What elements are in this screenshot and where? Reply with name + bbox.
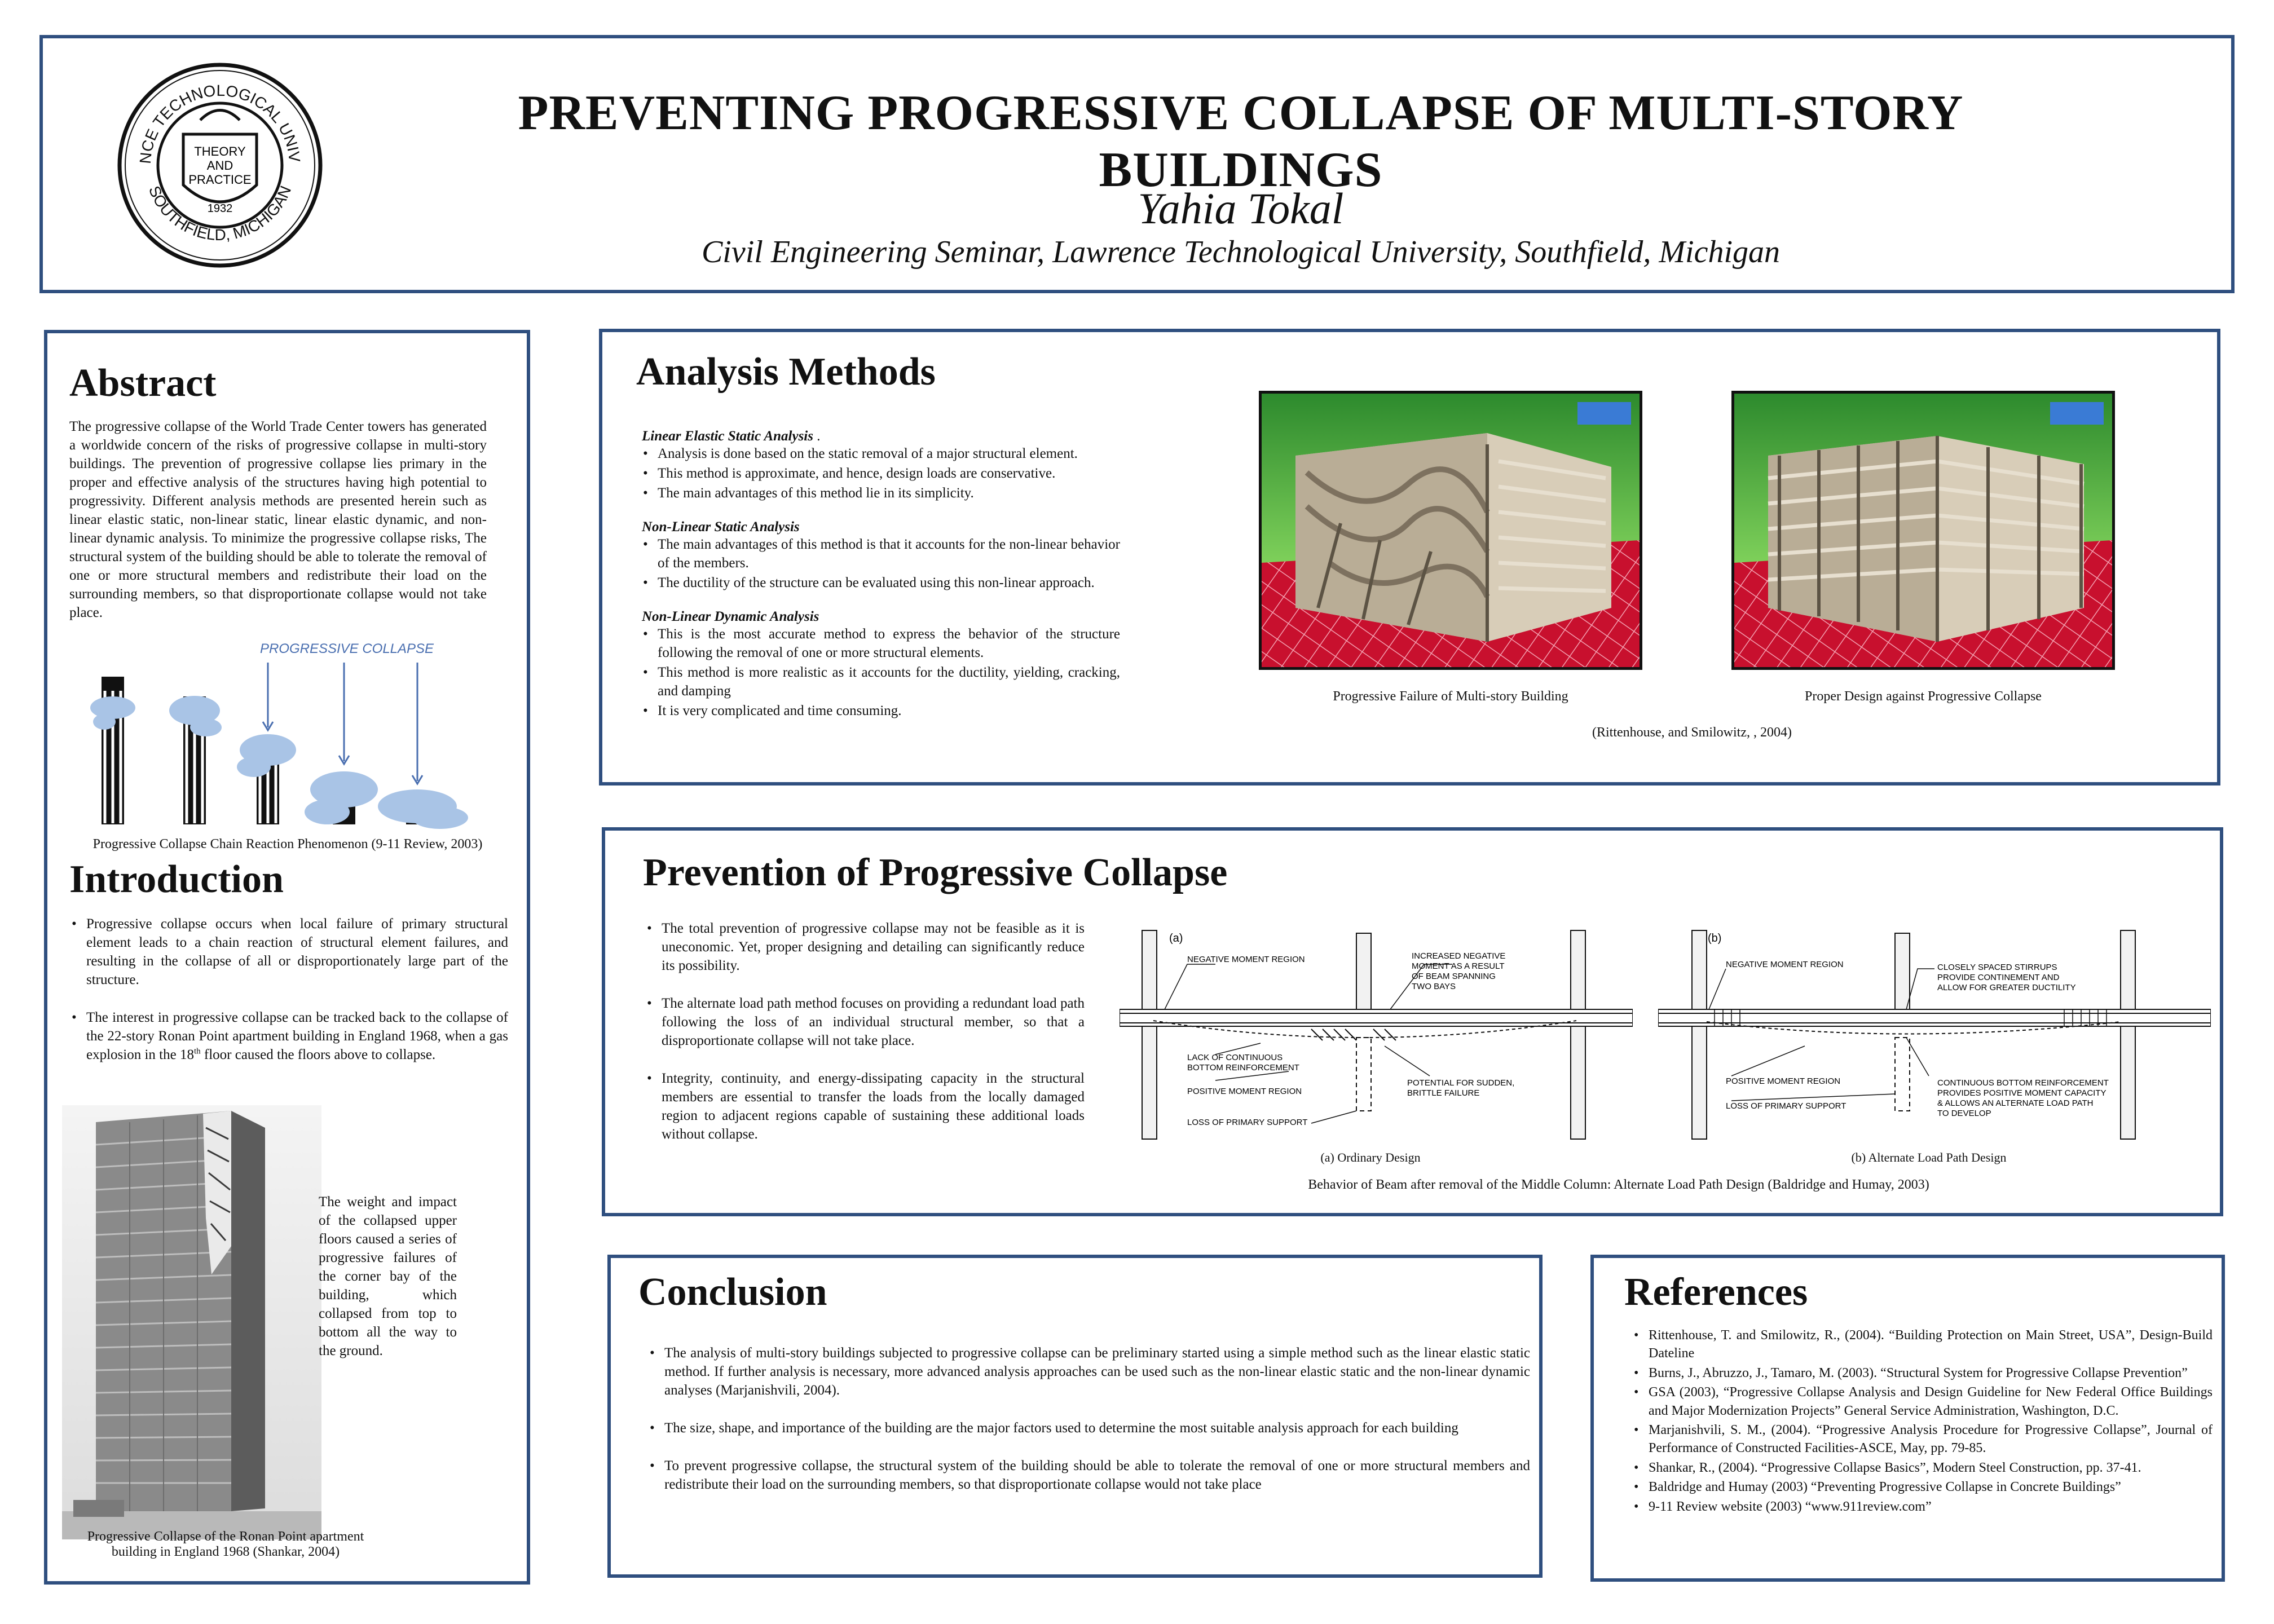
conclusion-item: • To prevent progressive collapse, the structural system of the building should be able to tolerate the removal of one or more structural members and redistribute their load on the surrounding members, so that disproportionate collapse would not take place [664,1457,1530,1494]
images-source: (Rittenhouse, and Smilowitz, , 2004) [1592,725,1792,740]
diagram-b-stir-3: ALLOW FOR GREATER DUCTILITY [1937,983,2076,992]
seal-ring-bottom: SOUTHFIELD, MICHIGAN [145,183,295,244]
introduction-item [86,1008,508,1064]
diagram-a-inc-1: INCREASED NEGATIVE [1412,951,1506,961]
abstract-figure-caption: Progressive Collapse Chain Reaction Phenomenon (9-11 Review, 2003) [92,837,483,851]
diagram-b-caption: (b) Alternate Load Path Design [1851,1150,2007,1164]
diagram-a-neg: NEGATIVE MOMENT REGION [1187,955,1305,964]
diagram-b-cont-3: & ALLOWS AN ALTERNATE LOAD PATH [1937,1098,2094,1108]
proper-design-image [1731,391,2115,670]
diagram-b-neg: NEGATIVE MOMENT REGION [1726,960,1844,969]
seal-motto-1: THEORY [194,144,246,158]
prevention-heading: Prevention of Progressive Collapse [643,851,1228,894]
diagram-b-cont-2: PROVIDES POSITIVE MOMENT CAPACITY [1937,1088,2106,1098]
analysis-item: • This method is approximate, and hence, design loads are conservative. [658,464,1120,483]
prevention-item: • The total prevention of progressive collapse may not be feasible as it is uneconomic. Yet, proper designing and detailing can significantly reduce its possibility. [662,919,1085,975]
intro-bullet-2-sup: th [193,1047,201,1056]
alternate-load-path-diagram [1658,925,2211,1150]
reference-item: • Rittenhouse, T. and Smilowitz, R., (2004). “Building Protection on Main Street, USA”, Design-Build Dateline [1649,1326,2213,1363]
diagram-a-inc-3: OF BEAM SPANNING [1412,972,1496,981]
prevention-list [646,919,1085,1163]
image-2-caption: Proper Design against Progressive Collapse [1805,689,2042,704]
diagram-a-inc-2: MOMENT AS A RESULT [1412,961,1505,971]
conclusion-list [649,1344,1530,1513]
diagram-a-tag: (a) [1169,932,1183,945]
ronan-point-caption: Progressive Collapse of the Ronan Point apartment building in England 1968 (Shankar, 2004) [87,1529,364,1559]
analysis-text-block [642,429,1120,721]
seal-motto-3: PRACTICE [188,173,252,187]
references-list [1633,1326,2213,1517]
reference-item: • 9-11 Review website (2003) “www.911review.com” [1649,1498,2213,1516]
seal-motto-2: AND [206,158,233,173]
diagram-b-cont-4: TO DEVELOP [1937,1109,1991,1118]
reference-item: • Shankar, R., (2004). “Progressive Collapse Basics”, Modern Steel Construction, pp. 37-41. [1649,1459,2213,1477]
linear-static-heading [642,429,1120,444]
university-seal [116,61,324,270]
linear-static-list [642,444,1120,502]
reference-item: • Marjanishvili, S. M., (2004). “Progressive Analysis Procedure for Progressive Collapse”, Journal of Performance of Constructed Facilities-ASCE, May, pp. 79-85. [1649,1421,2213,1458]
diagram-a-loss: LOSS OF PRIMARY SUPPORT [1187,1118,1308,1127]
seal-ring-top: NCE TECHNOLOGICAL UNIV [136,81,304,165]
ronan-point-note: The weight and impact of the collapsed upper floors caused a series of progressive failures of the corner bay of the building, which collapsed from top to bottom all the way to the ground. [319,1194,457,1358]
nonlinear-static-list [642,535,1120,592]
nonlinear-dynamic-heading: Non-Linear Dynamic Analysis [642,609,819,624]
intro-bullet-2-pre: The interest in progressive collapse can be tracked back to the collapse of the 22-story Ronan Point apartment building in England 1968, when a gas explosion in the 18 [86,1010,508,1062]
author-name: Yahia Tokal [1138,184,1344,233]
introduction-item: • Progressive collapse occurs when local failure of primary structural element leads to a chain reaction of structural element failures, and resulting in the collapse of all or disproportionately large part of the structure. [86,915,508,989]
conclusion-item: • The analysis of multi-story buildings subjected to progressive collapse can be preliminary started using a simple method such as the linear elastic static method. If further analysis is necessary, more advanced analysis approaches can be used such as the non-linear elastic static and the non-linear dynamic analyses (Marjanishvili, 2004). [664,1344,1530,1400]
nonlinear-dynamic-list [642,625,1120,720]
seal-year: 1932 [207,202,233,215]
analysis-item: • It is very complicated and time consuming. [658,701,1120,720]
progressive-failure-image [1259,391,1642,670]
references-heading: References [1624,1270,1808,1314]
image-1-caption: Progressive Failure of Multi-story Building [1333,689,1568,704]
abstract-heading: Abstract [69,361,217,405]
analysis-item: • The main advantages of this method lie in its simplicity. [658,484,1120,502]
conclusion-heading: Conclusion [638,1270,827,1314]
diagram-b-stir-2: PROVIDE CONTINEMENT AND [1937,973,2060,982]
diagram-b-loss: LOSS OF PRIMARY SUPPORT [1726,1101,1846,1111]
reference-item: • Baldridge and Humay (2003) “Preventing Progressive Collapse in Concrete Buildings” [1649,1478,2213,1496]
abstract-text: The progressive collapse of the World Trade Center towers has generated a worldwide concern of the risks of progressive collapse in multi-story buildings. The prevention of progressive collapse lies primary in the proper and effective analysis of the structures having high potential to progressivity. Different analysis methods are presented herein such as linear elastic static, non-linear static, linear elastic dynamic, and non-linear dynamic analysis. To minimize the progressive collapse risks, The structural system of the building should be able to tolerate the removal of one or more structural members and redistribute their load on the surrounding members, so that disproportionate collapse would not take place. [69,419,487,620]
poster-title: PREVENTING PROGRESSIVE COLLAPSE OF MULTI-STORY BUILDINGS [518,86,1964,197]
diagram-a-lack-2: BOTTOM REINFORCEMENT [1187,1063,1299,1073]
figure-label: PROGRESSIVE COLLAPSE [259,641,434,656]
diagram-b-cont-1: CONTINUOUS BOTTOM REINFORCEMENT [1937,1078,2109,1088]
ronan-point-photo [62,1105,321,1539]
diagram-a-pot-2: BRITTLE FAILURE [1407,1088,1480,1098]
linear-static-suffix: . [813,429,821,444]
analysis-heading: Analysis Methods [636,350,936,394]
nonlinear-static-heading: Non-Linear Static Analysis [642,519,800,535]
reference-item: • Burns, J., Abruzzo, J., Tamaro, M. (2003). “Structural System for Progressive Collapse Prevention” [1649,1364,2213,1382]
diagram-a-pos: POSITIVE MOMENT REGION [1187,1087,1302,1096]
reference-item: • GSA (2003), “Progressive Collapse Analysis and Design Guideline for New Federal Office Buildings and Major Modernization Projects” General Service Administration, Washington, D.C. [1649,1383,2213,1420]
analysis-item: • This is the most accurate method to express the behavior of the structure following the removal of one or more structural elements. [658,625,1120,662]
analysis-item: • The ductility of the structure can be evaluated using this non-linear approach. [658,573,1120,592]
conclusion-item: • The size, shape, and importance of the building are the major factors used to determine the most suitable analysis approach for each building [664,1419,1530,1437]
diagram-b-tag: (b) [1708,932,1722,945]
analysis-item: • The main advantages of this method is that it accounts for the non-linear behavior of the members. [658,535,1120,572]
prevention-item: • The alternate load path method focuses on providing a redundant load path following the loss of an individual structural member, so that a disproportionate collapse will not take place. [662,994,1085,1050]
diagram-b-stir-1: CLOSELY SPACED STIRRUPS [1937,963,2057,972]
analysis-item: • Analysis is done based on the static removal of a major structural element. [658,444,1120,463]
diagram-a-lack-1: LACK OF CONTINUOUS [1187,1053,1283,1062]
intro-bullet-2-post: floor caused the floors above to collapse. [200,1047,436,1062]
diagram-a-caption: (a) Ordinary Design [1320,1150,1421,1164]
diagram-b-pos: POSITIVE MOMENT REGION [1726,1076,1841,1086]
diagram-a-inc-4: TWO BAYS [1412,982,1456,991]
prevention-item: • Integrity, continuity, and energy-dissipating capacity in the structural members are essential to transfer the loads from the locally damaged region to adjacent regions capable of sustaining these additional loads without collapse. [662,1069,1085,1144]
author-affiliation: Civil Engineering Seminar, Lawrence Technological University, Southfield, Michigan [701,235,1781,270]
prevention-figure-caption: Behavior of Beam after removal of the Middle Column: Alternate Load Path Design (Baldridge and Humay, 2003) [1308,1177,1929,1192]
linear-static-title: Linear Elastic Static Analysis [642,429,813,444]
ordinary-design-diagram [1120,925,1633,1150]
analysis-item: • This method is more realistic as it accounts for the ductility, yielding, cracking, and damping [658,663,1120,700]
introduction-list [70,915,508,1083]
progressive-collapse-figure [85,637,474,832]
diagram-a-pot-1: POTENTIAL FOR SUDDEN, [1407,1078,1515,1088]
introduction-heading: Introduction [69,858,284,901]
